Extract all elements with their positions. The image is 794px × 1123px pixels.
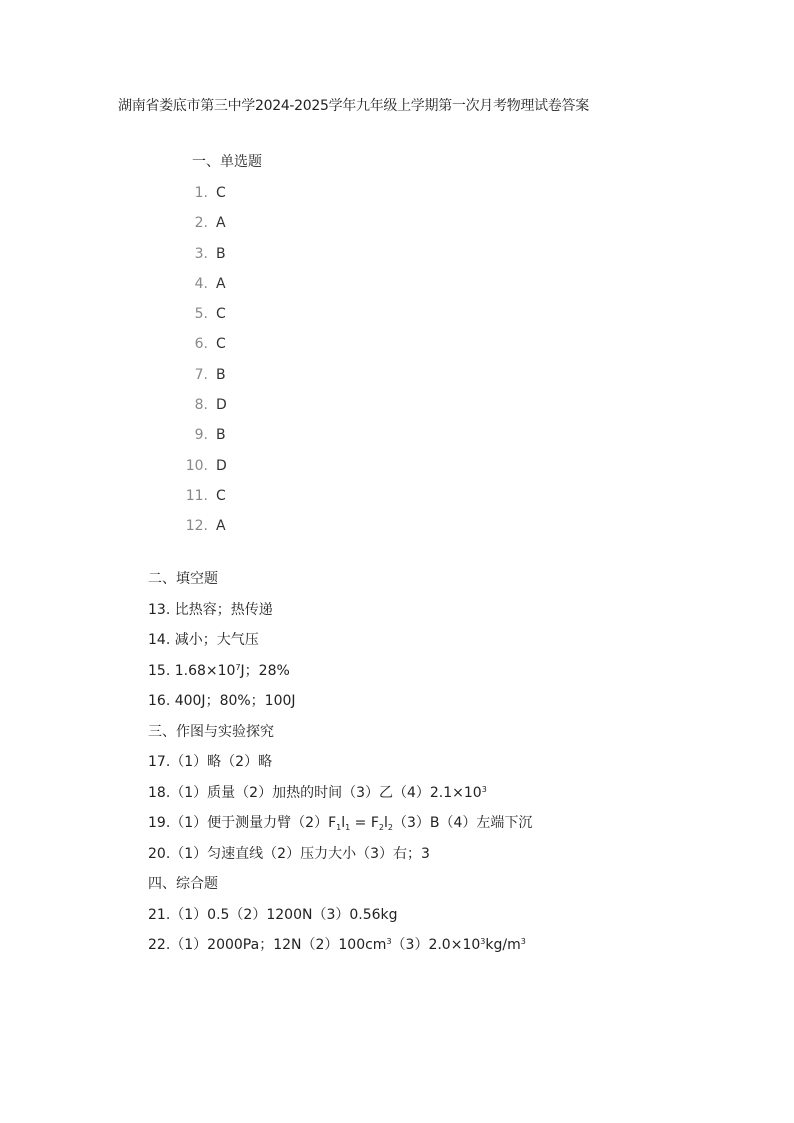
list-item: [170, 244, 227, 274]
answer-text: （3）2.0×10: [391, 937, 481, 953]
list-item: [170, 486, 227, 516]
answer-22: [148, 935, 532, 966]
single-choice-answer-list: [170, 183, 227, 547]
question-number: 11.: [185, 487, 208, 504]
list-item: [170, 274, 227, 304]
list-item: [170, 395, 227, 425]
subscript: 1: [345, 823, 351, 832]
answer-text: J；28%: [240, 662, 290, 679]
subscript: 2: [387, 823, 393, 832]
subscript: 2: [378, 823, 384, 832]
question-number: 8.: [194, 397, 208, 414]
answer-text: 15. 1.68×10: [148, 662, 236, 679]
answer-text: kg/m: [485, 937, 521, 953]
section-heading-experiment: 三、作图与实验探究: [148, 723, 274, 740]
question-number: 5.: [194, 306, 208, 323]
answer-text: C: [216, 306, 226, 323]
superscript: 3: [386, 937, 392, 946]
answer-16: 16. 400J；80%；100J: [148, 693, 296, 709]
answer-text: （3）B（4）左端下沉: [392, 815, 533, 831]
answer-text: B: [216, 366, 226, 383]
page-title: 湖南省娄底市第三中学2024-2025学年九年级上学期第一次月考物理试卷答案: [118, 98, 589, 114]
question-number: 7.: [194, 366, 208, 383]
answer-text: D: [216, 397, 227, 414]
list-item: [170, 334, 227, 364]
answer-text: 19.（1）便于测量力臂（2）F: [148, 815, 337, 831]
section-heading-fill-blank: 二、填空题: [148, 571, 218, 587]
list-item: [170, 516, 227, 546]
answer-text: C: [216, 185, 226, 201]
answer-text: 22.（1）2000Pa；12N（2）100cm: [148, 937, 387, 953]
list-item: [170, 213, 227, 243]
question-number: 2.: [194, 215, 208, 232]
list-item: [170, 456, 227, 486]
answer-sections: [148, 569, 532, 966]
answer-text: A: [216, 215, 226, 232]
answer-text: l: [341, 815, 346, 831]
answer-14: 14. 减小；大气压: [148, 632, 259, 648]
answer-text: l: [384, 815, 388, 831]
question-number: 6.: [194, 336, 208, 353]
answer-text: 18.（1）质量（2）加热的时间（3）乙（4）2.1×10: [148, 784, 482, 801]
answer-text: B: [216, 427, 226, 444]
answer-21: 21.（1）0.5（2）1200N（3）0.56kg: [148, 906, 398, 923]
question-number: 1.: [194, 185, 208, 201]
answer-text: B: [216, 245, 226, 262]
answer-13: 13. 比热容；热传递: [148, 601, 273, 618]
question-number: 4.: [194, 275, 208, 292]
answer-20: 20.（1）匀速直线（2）压力大小（3）右；3: [148, 845, 430, 862]
list-item: [170, 365, 227, 395]
question-number: 9.: [194, 427, 208, 444]
answer-18: [148, 783, 532, 814]
answer-17: 17.（1）略（2）略: [148, 754, 273, 770]
question-number: 10.: [185, 457, 208, 474]
answer-text: = F: [350, 815, 379, 831]
answer-text: A: [216, 518, 226, 535]
answer-text: C: [216, 336, 226, 353]
superscript: 3: [520, 937, 526, 946]
answer-text: A: [216, 275, 226, 292]
list-item: [170, 425, 227, 455]
answer-19: [148, 813, 532, 844]
subscript: 1: [336, 823, 342, 832]
superscript: 7: [235, 662, 241, 672]
superscript: 3: [480, 937, 486, 946]
answer-text: D: [216, 457, 227, 474]
section-heading-comprehensive: 四、综合题: [148, 876, 218, 892]
question-number: 3.: [194, 245, 208, 262]
superscript: 3: [481, 784, 487, 794]
answer-text: C: [216, 487, 226, 504]
list-item: [170, 183, 227, 213]
question-number: 12.: [185, 518, 208, 535]
answer-15: [148, 661, 532, 692]
list-item: [170, 304, 227, 334]
section-heading-single-choice: 一、单选题: [192, 154, 262, 170]
